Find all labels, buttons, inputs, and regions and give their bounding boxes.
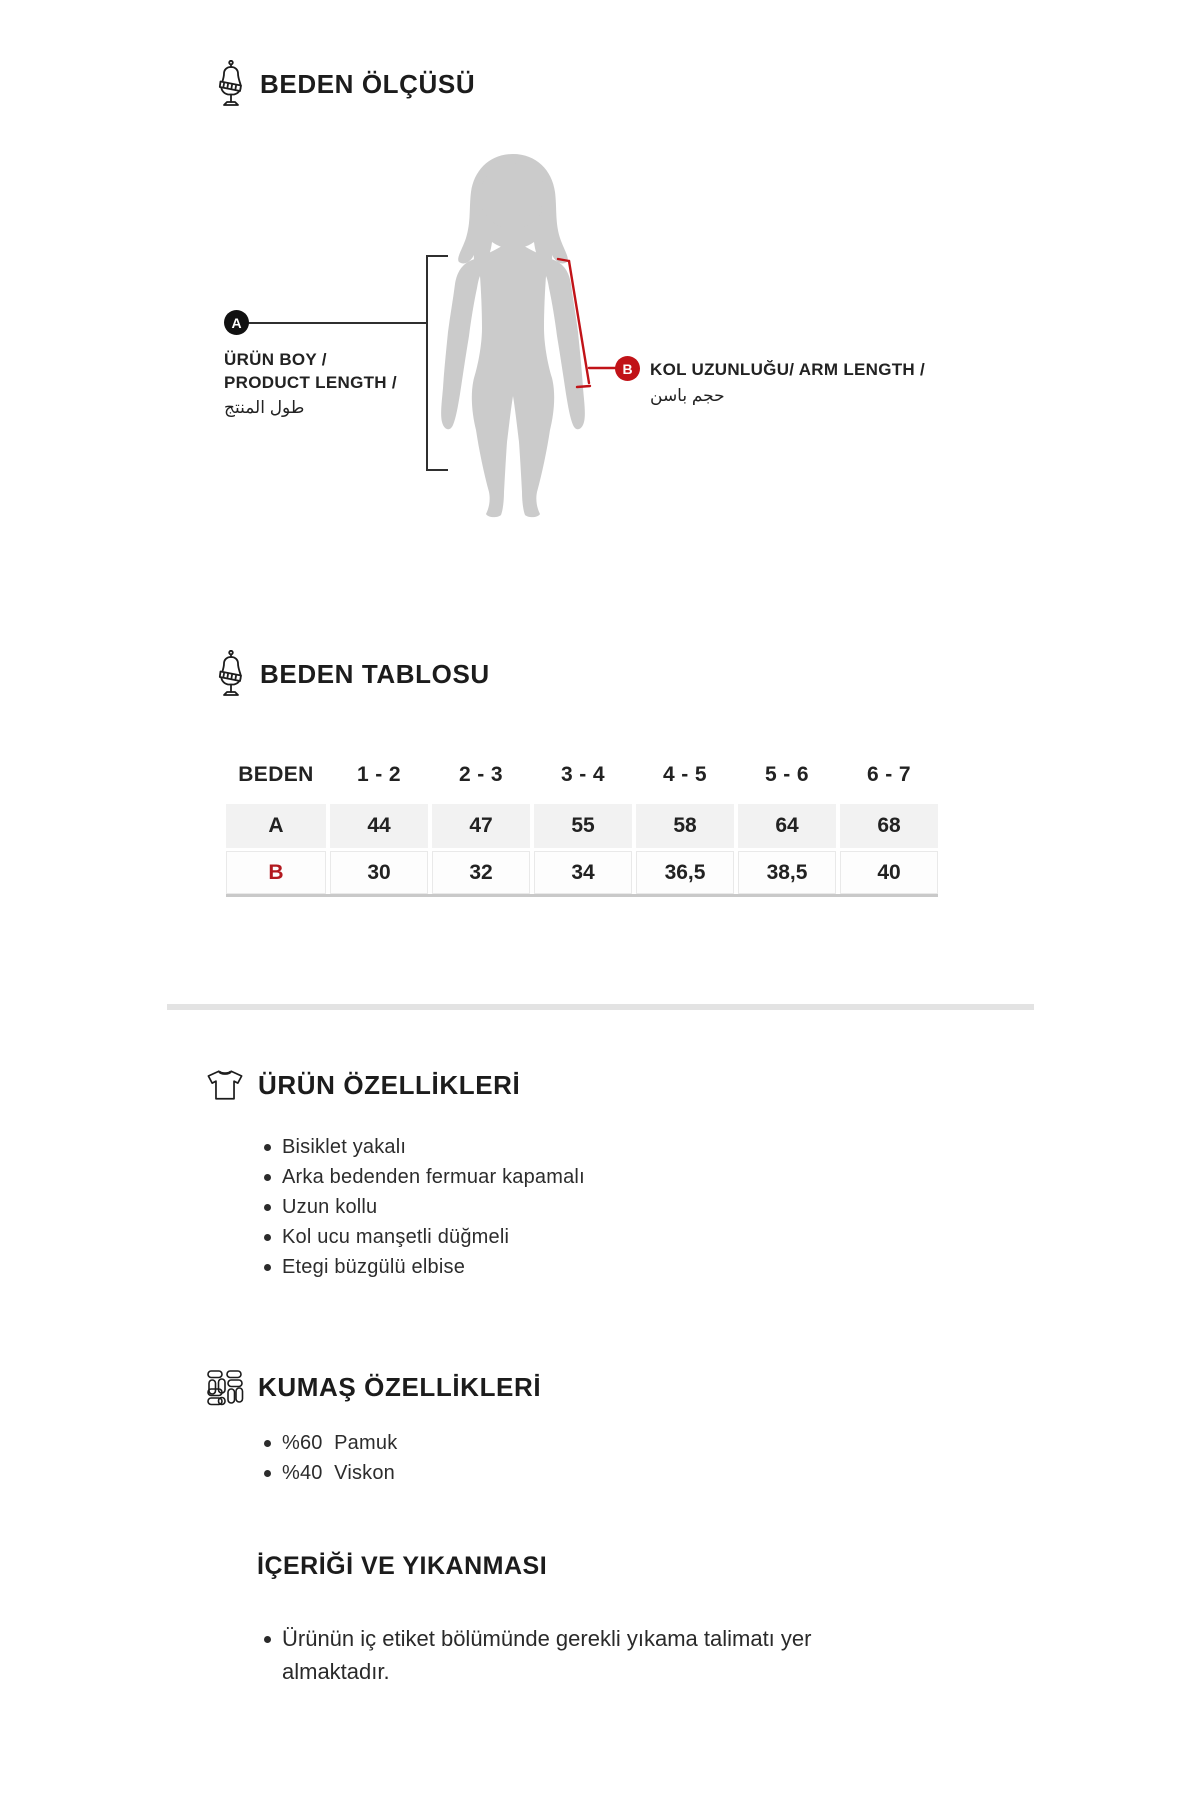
length-bracket-bottom-tick <box>426 469 448 471</box>
tshirt-icon <box>206 1068 244 1102</box>
table-bottom-border <box>226 894 938 897</box>
fabric-features-header <box>206 1368 541 1406</box>
fabric-weave-icon <box>206 1368 244 1406</box>
size-table <box>226 760 938 897</box>
list-item: Kol ucu manşetli düğmeli <box>262 1222 585 1252</box>
row-label: B <box>226 851 326 894</box>
section-divider <box>167 1004 1034 1010</box>
marker-a-label-line1: ÜRÜN BOY / <box>224 350 327 369</box>
size-measure-header <box>216 60 475 108</box>
marker-b-label-arabic: حجم باسن <box>650 386 725 405</box>
column-header: 1 - 2 <box>356 763 402 786</box>
column-header: BEDEN <box>238 763 314 786</box>
table-cell: 40 <box>840 851 938 894</box>
table-row-b <box>226 851 938 894</box>
table-cell: 55 <box>534 804 632 848</box>
marker-a-leader-line <box>247 322 427 324</box>
column-header: 4 - 5 <box>662 763 708 786</box>
size-table-header <box>216 650 490 698</box>
list-item: Bisiklet yakalı <box>262 1132 585 1162</box>
list-item: %40 Viskon <box>262 1458 397 1488</box>
fabric-features-title: KUMAŞ ÖZELLİKLERİ <box>258 1371 542 1402</box>
table-cell: 47 <box>432 804 530 848</box>
length-bracket-top-tick <box>426 255 448 257</box>
row-label: A <box>226 804 326 848</box>
marker-b-badge: B <box>615 356 640 381</box>
table-cell: 58 <box>636 804 734 848</box>
size-table-header-row <box>226 760 938 790</box>
length-bracket-vertical <box>426 255 428 471</box>
care-title: İÇERİĞİ VE YIKANMASI <box>257 1552 548 1580</box>
marker-a-label-line2: PRODUCT LENGTH / <box>224 373 397 392</box>
table-cell: 68 <box>840 804 938 848</box>
product-features-header <box>206 1068 520 1102</box>
mannequin-icon <box>216 60 246 108</box>
marker-b-label: KOL UZUNLUĞU/ ARM LENGTH / <box>650 360 926 379</box>
list-item: Uzun kollu <box>262 1192 585 1222</box>
column-header: 3 - 4 <box>560 763 606 786</box>
table-cell: 30 <box>330 851 428 894</box>
marker-a-badge: A <box>224 310 249 335</box>
table-cell: 38,5 <box>738 851 836 894</box>
care-instruction: Ürünün iç etiket bölümünde gerekli yıkama talimatı yer almaktadır. <box>262 1622 862 1688</box>
fabric-features-list <box>262 1428 397 1488</box>
column-header: 2 - 3 <box>458 763 504 786</box>
table-cell: 32 <box>432 851 530 894</box>
marker-a-label-arabic: طول المنتج <box>224 398 305 417</box>
table-row-a <box>226 804 938 848</box>
mannequin-icon <box>216 650 246 698</box>
table-cell: 64 <box>738 804 836 848</box>
list-item: Arka bedenden fermuar kapamalı <box>262 1162 585 1192</box>
table-cell: 44 <box>330 804 428 848</box>
list-item: %60 Pamuk <box>262 1428 397 1458</box>
size-measure-title: BEDEN ÖLÇÜSÜ <box>260 68 476 99</box>
column-header: 6 - 7 <box>866 763 912 786</box>
product-features-list <box>262 1132 585 1282</box>
column-header: 5 - 6 <box>764 763 810 786</box>
size-table-title: BEDEN TABLOSU <box>260 658 490 689</box>
table-cell: 36,5 <box>636 851 734 894</box>
list-item: Etegi büzgülü elbise <box>262 1252 585 1282</box>
product-features-title: ÜRÜN ÖZELLİKLERİ <box>258 1069 521 1100</box>
table-cell: 34 <box>534 851 632 894</box>
marker-a-label <box>224 348 397 394</box>
